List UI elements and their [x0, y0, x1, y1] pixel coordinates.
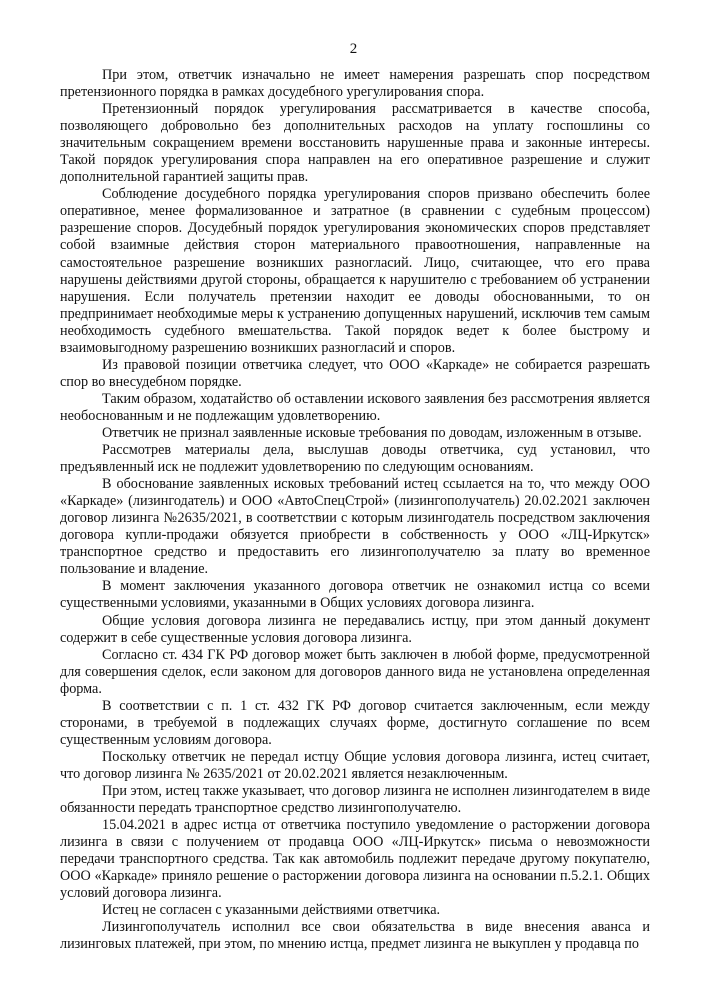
- paragraph: Таким образом, ходатайство об оставлении искового заявления без рассмотрения является необоснованным и не подлежащим удовлетворению.: [60, 390, 650, 424]
- paragraph: Претензионный порядок урегулирования рассматривается в качестве способа, позволяющего добровольно без дополнительных расходов на уплату госпошлины со значительным сокращением времени восстановить нарушенные права и законные интересы. Такой порядок урегулирования спора направлен на его оперативное разрешение и служит дополнительной гарантией защиты прав.: [60, 101, 650, 186]
- paragraph: В обоснование заявленных исковых требований истец ссылается на то, что между ООО «Каркаде» (лизингодатель) и ООО «АвтоСпецСтрой» (лизингополучатель) 20.02.2021 заключен договор лизинга №2635/2021, в соответствии с которым лизингодатель посредством заключения договора купли-продажи обязуется приобрести в собственность у ООО «ЛЦ-Иркутск» транспортное средство и предоставить его лизингополучателю за плату во временное пользование и владение.: [60, 476, 650, 578]
- paragraph: Рассмотрев материалы дела, выслушав доводы ответчика, суд установил, что предъявленный иск не подлежит удовлетворению по следующим основаниям.: [60, 442, 650, 476]
- paragraph: Поскольку ответчик не передал истцу Общие условия договора лизинга, истец считает, что договор лизинга № 2635/2021 от 20.02.2021 является незаключенным.: [60, 748, 650, 782]
- paragraph: Соблюдение досудебного порядка урегулирования споров призвано обеспечить более оперативное, менее формализованное и затратное (в сравнении с судебным процессом) разрешение споров. Досудебный порядок урегулирования экономических споров представляет собой взаимные действия сторон материального правоотношения, направленные на самостоятельное разрешение возникших разногласий. Лицо, считающее, что его права нарушены действиями другой стороны, обращается к нарушителю с требованием об устранении нарушения. Если получатель претензии находит ее доводы обоснованными, то он предпринимает необходимые меры к устранению допущенных нарушений, исключив тем самым необходимость судебного вмешательства. Такой порядок ведет к более быстрому и взаимовыгодному разрешению возникших разногласий и споров.: [60, 186, 650, 356]
- paragraph: При этом, истец также указывает, что договор лизинга не исполнен лизингодателем в виде обязанности передать транспортное средство лизингополучателю.: [60, 782, 650, 817]
- paragraph: 15.04.2021 в адрес истца от ответчика поступило уведомление о расторжении договора лизинга в связи с получением от продавца ООО «ЛЦ-Иркутск» письма о невозможности передачи транспортного средства. Так как автомобиль подлежит передаче другому покупателю, ООО «Каркаде» приняло решение о расторжении договора лизинга на основании п.5.2.1. Общих условий договора лизинга.: [60, 817, 650, 902]
- paragraph: Общие условия договора лизинга не передавались истцу, при этом данный документ содержит в себе существенные условия договора лизинга.: [60, 612, 650, 646]
- paragraph: При этом, ответчик изначально не имеет намерения разрешать спор посредством претензионного порядка в рамках досудебного урегулирования спора.: [60, 67, 650, 101]
- paragraph: Из правовой позиции ответчика следует, что ООО «Каркаде» не собирается разрешать спор во внесудебном порядке.: [60, 356, 650, 390]
- paragraph: В соответствии с п. 1 ст. 432 ГК РФ договор считается заключенным, если между сторонами, в требуемой в подлежащих случаях форме, достигнуто соглашение по всем существенным условиям договора.: [60, 697, 650, 748]
- paragraph: Согласно ст. 434 ГК РФ договор может быть заключен в любой форме, предусмотренной для совершения сделок, если законом для договоров данного вида не установлена определенная форма.: [60, 646, 650, 697]
- page-number: 2: [349, 41, 358, 57]
- paragraph: В момент заключения указанного договора ответчик не ознакомил истца со всеми существенными условиями, указанными в Общих условиях договора лизинга.: [60, 578, 650, 612]
- document-body: [60, 67, 650, 953]
- paragraph: Ответчик не признал заявленные исковые требования по доводам, изложенным в отзыве.: [102, 424, 642, 441]
- paragraph: Истец не согласен с указанными действиями ответчика.: [102, 902, 441, 919]
- paragraph: Лизингополучатель исполнил все свои обязательства в виде внесения аванса и лизинговых платежей, при этом, по мнению истца, предмет лизинга не выкуплен у продавца по: [60, 919, 650, 953]
